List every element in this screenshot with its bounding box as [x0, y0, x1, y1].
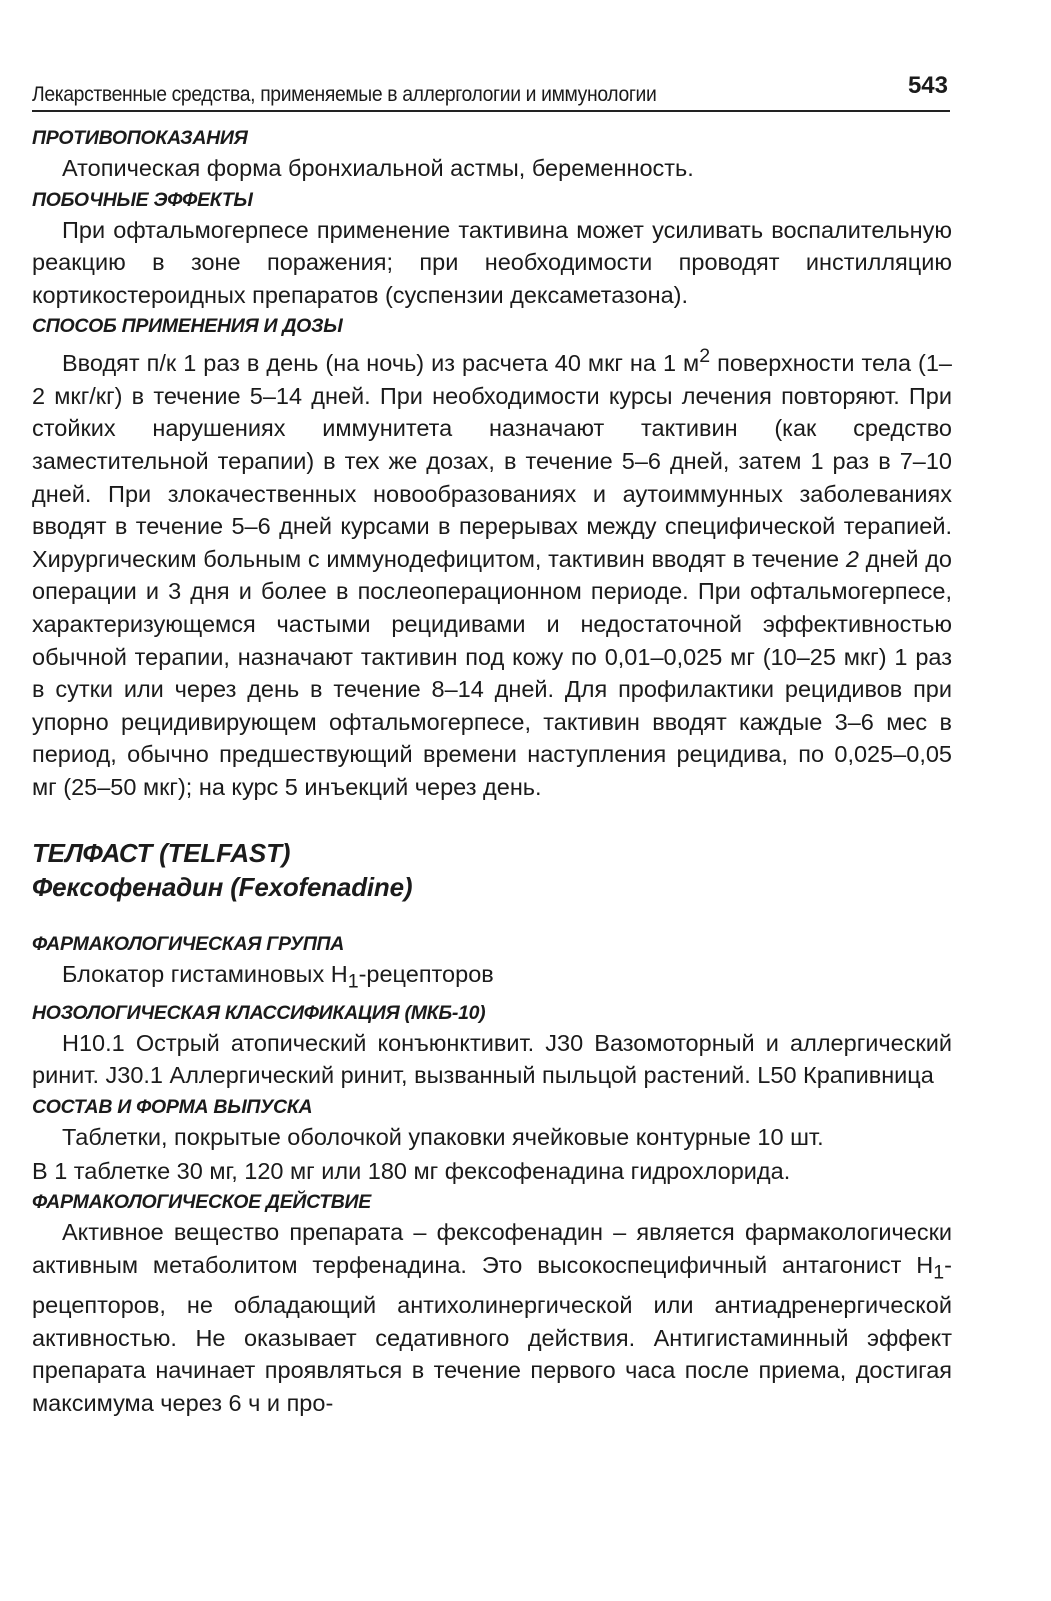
- dosage-text-part-a: Вводят п/к 1 раз в день (на ночь) из расчета 40 мкг на 1 м: [62, 350, 700, 377]
- group-text-part-b: -рецепторов: [358, 960, 494, 987]
- dosage-text: [32, 340, 952, 803]
- contraindications-text: Атопическая форма бронхиальной астмы, беременность.: [62, 155, 694, 181]
- side-effects-text: При офтальмогерпесе применение тактивина может усиливать воспалительную реакцию в зоне поражения; при необходимости проводят инстилляцию кортикостероидных препаратов (суспензии дексаметазона).: [32, 216, 952, 308]
- dosage-superscript: 2: [699, 345, 711, 368]
- action-text-part-a: Активное вещество препарата – фексофенадин – является фармакологически активным метаболитом терфенадина. Это высокоспецифичный антагонист H: [32, 1219, 952, 1278]
- running-title: Лекарственные средства, применяемые в аллергологии и иммунологии: [32, 82, 657, 106]
- section-heading-pharmacological-action: ФАРМАКОЛОГИЧЕСКОЕ ДЕЙСТВИЕ: [32, 1191, 371, 1214]
- section-heading-side-effects: ПОБОЧНЫЕ ЭФФЕКТЫ: [32, 188, 253, 211]
- action-text-part-b: -рецепторов, не обладающий антихолинергической или антиадренергической активностью. Не оказывает седативного действия. Антигистаминный эффект препарата начинает проявляться в течение первого часа после приема, достигая максимума через 6 ч и про-: [32, 1251, 952, 1416]
- action-subscript: 1: [933, 1261, 945, 1284]
- section-heading-composition: СОСТАВ И ФОРМА ВЫПУСКА: [32, 1095, 313, 1118]
- page-number: 543: [907, 72, 948, 99]
- composition-text: Таблетки, покрытые оболочкой упаковки ячейковые контурные 10 шт.: [62, 1123, 824, 1150]
- section-heading-contraindications: ПРОТИВОПОКАЗАНИЯ: [32, 127, 248, 149]
- drug-heading: [32, 836, 952, 904]
- running-header: [32, 72, 950, 112]
- section-heading-dosage: СПОСОБ ПРИМЕНЕНИЯ И ДОЗЫ: [32, 315, 343, 338]
- group-text-part-a: Блокатор гистаминовых H: [62, 960, 348, 987]
- pharmacological-action-text: [32, 1216, 952, 1419]
- drug-trade-name: ТЕЛФАСТ (TELFAST): [32, 837, 291, 868]
- section-heading-pharmacological-group: ФАРМАКОЛОГИЧЕСКАЯ ГРУППА: [32, 932, 345, 955]
- page-content: [32, 124, 952, 1420]
- dosage-text-part-b: поверхности тела (1–2 мкг/кг) в течение 5–14 дней. При необходимости курсы лечения повторяют. При стойких нарушениях иммунитета назначают тактивин (как средство заместительной терапии) в тех же дозах, в течение 5–6 дней, затем 1 раз в 7–10 дней. При злокачественных новообразованиях и аутоиммунных заболеваниях вводят в течение 5–6 дней курсами в перерывах между специфической терапией. Хирургическим больным с иммунодефицитом, тактивин вводят в течение: [32, 350, 952, 572]
- group-subscript: 1: [347, 970, 359, 993]
- nosology-text: H10.1 Острый атопический конъюнктивит. J30 Вазомоторный и аллергический ринит. J30.1 Аллергический ринит, вызванный пыльцой растений. L50 Крапивница: [32, 1029, 952, 1089]
- drug-inn-name: Фексофенадин (Fexofenadine): [32, 871, 413, 902]
- section-heading-nosology: НОЗОЛОГИЧЕСКАЯ КЛАССИФИКАЦИЯ (МКБ-10): [32, 1001, 486, 1024]
- pharmacological-group-text: [32, 958, 952, 998]
- dosage-italic-number: 2: [845, 545, 859, 572]
- dosage-text-part-c: дней до операции и 3 дня и более в послеоперационном периоде. При офтальмогерпесе, характеризующемся частыми рецидивами и недостаточной эффективностью обычной терапии, назначают тактивин под кожу по 0,01–0,025 мг (10–25 мкг) 1 раз в сутки или через день в течение 8–14 дней. Для профилактики рецидивов при упорно рецидивирующем офтальмогерпесе, тактивин вводят каждые 3–6 мес в период, обычно предшествующий времени наступления рецидива, по 0,025–0,05 мг (25–50 мкг); на курс 5 инъекций через день.: [32, 545, 952, 800]
- composition-text-2: В 1 таблетке 30 мг, 120 мг или 180 мг фексофенадина гидрохлорида.: [32, 1157, 791, 1184]
